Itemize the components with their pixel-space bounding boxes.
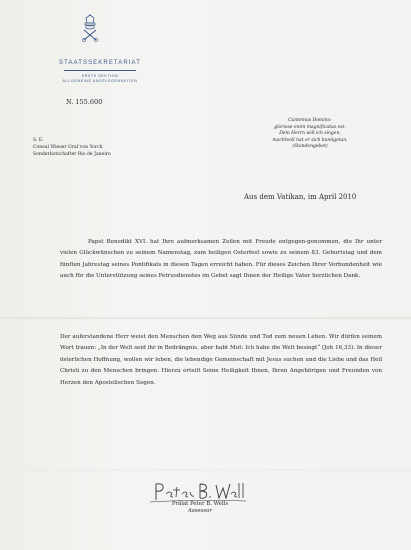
motto-block	[245, 118, 375, 151]
body-paragraph-1: Papst Benedikt XVI. hat Ihre aufmerksamen Zeilen mit Freude entgegen-genommen, die Ihr unter vielen Glückwünschen zu seinem Namenstag, zum heiligen Osterfest sowie zu seinem 83. Geburtstag und dem fünften Jahrestag seines Pontifikats in diesen Tagen erreicht haben. Für dieses Zeichen Ihrer Verbundenheit wie auch für die Unterstützung seines Petrusdienstes im Gebet sagt Ihnen der Heilige Vater herzlichen Dank.	[60, 239, 382, 280]
body-paragraph-2: Der auferstandene Herr weist den Menschen den Weg aus Sünde und Tod zum neuen Leben. Wir dürfen seinem Wort trauen: „In der Welt seid ihr in Bedrängnis, aber habt Mut: Ich habe die Welt besiegt“ (Joh 16,33). In dieser österlichen Hoffnung, wollen wir leben, die lebendige Gemeinschaft mit Jesus suchen und die Liebe und das Heil Christi zu den Menschen bringen. Hierzu erteilt Seine Heiligkeit Ihnen, Ihren Angehörigen und Freunden von Herzen den Apostolischen Segen.	[60, 334, 382, 386]
recipient-address	[33, 137, 111, 158]
motto-latin-2: gloriose enim magnificatus est.	[274, 124, 346, 130]
motto-german-2: machtvoll hat er sich kundgetan.	[272, 137, 348, 143]
protocol-number: N. 155.600	[66, 98, 103, 106]
signer-name: Prälat Peter B. Wells	[171, 501, 229, 507]
signer-role: Assessor	[188, 508, 212, 514]
signer-block	[140, 501, 260, 515]
motto-latin-1: Cantemus Domino:	[288, 118, 332, 123]
place-date: Aus dem Vatikan, im April 2010	[244, 193, 357, 201]
letterhead-subtitle	[50, 74, 150, 84]
letterhead-subsection: ALLGEMEINE ANGELEGENHEITEN	[62, 79, 138, 83]
letterhead-office: STAATSSEKRETARIAT	[59, 60, 141, 66]
letterhead-section: ERSTE SEKTION	[81, 74, 119, 78]
papal-crest-icon	[79, 14, 101, 44]
motto-source: (Standengebet)	[292, 144, 328, 150]
motto-german-1: Dem Herrn will ich singen,	[279, 131, 341, 137]
letterhead-divider	[64, 70, 136, 71]
recipient-line-1: S. E.	[33, 138, 44, 143]
recipient-line-2: Consul Wieser Graf von Yorck	[33, 145, 103, 150]
recipient-line-3: Sonderbotschafter Rio de Janeiro	[33, 152, 111, 157]
